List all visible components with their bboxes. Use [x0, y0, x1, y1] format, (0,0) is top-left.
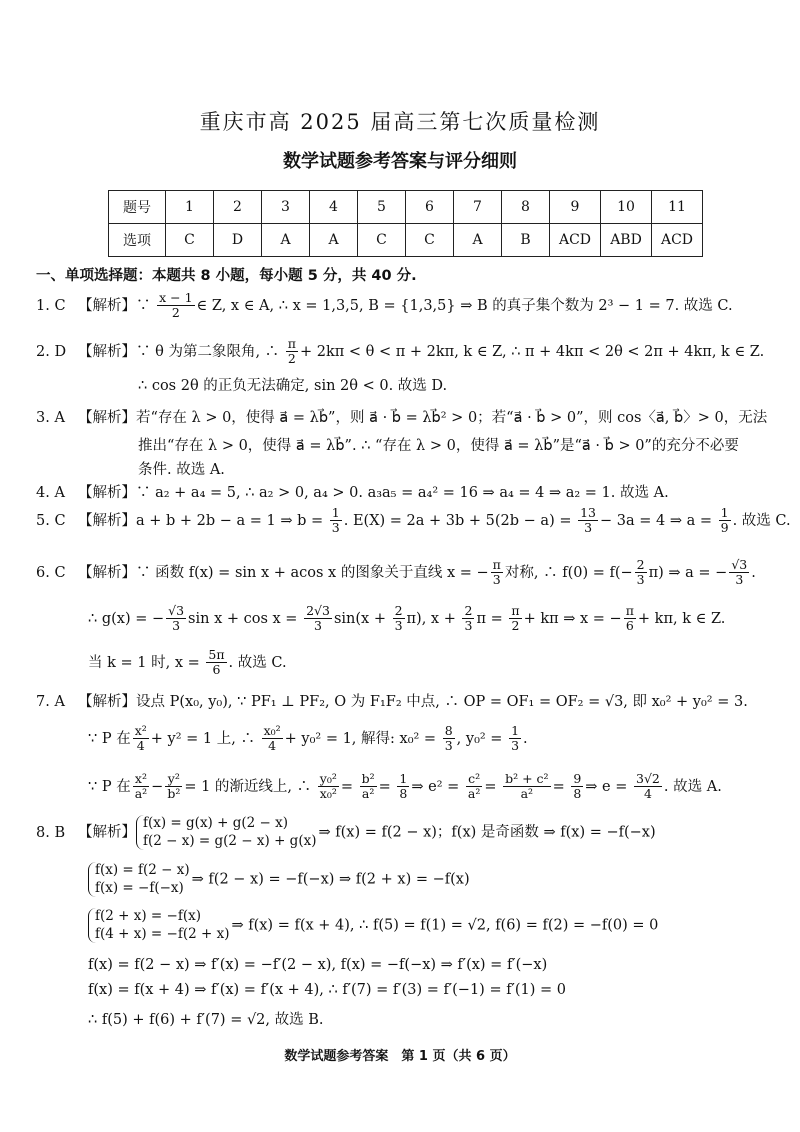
- q6-fraction-3: $\frac{√3}{3}$: [731, 557, 748, 588]
- answer-cell: A: [262, 224, 310, 257]
- answer-cell: C: [406, 224, 454, 257]
- q1-solution: [36, 291, 733, 321]
- question-number: 11: [652, 191, 703, 224]
- q5-text-c: − 3a = 4 ⇒ a =: [600, 512, 717, 529]
- q3-solution: [36, 406, 767, 427]
- question-number: 5: [358, 191, 406, 224]
- q2-text-b: + 2kπ < θ < π + 2kπ, k ∈ Z, ∴ π + 4kπ < 2θ < 2π + 4kπ, k ∈ Z.: [300, 343, 765, 360]
- q7-l2-fraction-3: $\frac{8}{3}$: [444, 723, 453, 754]
- q7-l3-fraction-8: $\frac{9}{8}$: [573, 771, 582, 802]
- answer-cell: ABD: [601, 224, 652, 257]
- answer-cell: C: [358, 224, 406, 257]
- q6-l2-fraction-6: $\frac{\pi}{6}$: [625, 603, 634, 634]
- q7-l2-fraction-1: $\frac{\text{x²}}{4}$: [134, 723, 147, 754]
- answer-cell: D: [214, 224, 262, 257]
- q7-number: 7. A: [36, 694, 65, 710]
- q2-solution: [36, 337, 764, 367]
- question-number: 10: [601, 191, 652, 224]
- q7-solution: [36, 690, 748, 711]
- q8-number: 8. B: [36, 824, 66, 841]
- q8-text-b: ⇒ f(x) = f(2 − x)；f(x) 是奇函数 ⇒ f(x) = −f(−x): [318, 824, 656, 841]
- question-number: 8: [502, 191, 550, 224]
- q5-fraction-3: $\frac{1}{9}$: [720, 505, 729, 536]
- q8-line-2: f(x) = f(2 − x) f(x) = −f(−x) ⇒ f(2 − x) = −f(−x) ⇒ f(2 + x) = −f(x): [88, 862, 470, 897]
- question-number: 4: [310, 191, 358, 224]
- q7-l2-fraction-4: $\frac{1}{3}$: [511, 723, 520, 754]
- q8-system-2: f(x) = f(2 − x) f(x) = −f(−x): [88, 862, 190, 897]
- q5-text-d: . 故选 C.: [732, 512, 791, 529]
- q2-text-a: 【解析】∵ θ 为第二象限角, ∴: [78, 343, 284, 360]
- q7-line-3: ∵ P 在 $\frac{\text{x²}}{\text{a²}}$ − $\frac{\text{y²}}{\text{b²}}$ = 1 的渐近线上, ∴ $\frac{\text{y₀²}}{\text{x₀²}}$ = $\frac{\text{b²}}{\text{a²}}$ = $\frac{1}{8}$ ⇒ e² = $\frac{\text{c²}}{\text{a²}}$ = $\frac{\text{b² + c²}}{\text{a²}}$ = $\frac{9}{8}$ ⇒ e = $\frac{3√2}{4}$ . 故选 A.: [88, 771, 722, 802]
- q8-system-1: f(x) = g(x) + g(2 − x) f(2 − x) = g(2 − x) + g(x): [136, 815, 316, 850]
- q5-fraction-1: $\frac{1}{3}$: [331, 505, 340, 536]
- page-title: 重庆市高 2025 届高三第七次质量检测: [199, 110, 601, 134]
- q8-system-3: f(2 + x) = −f(x) f(4 + x) = −f(2 + x): [88, 908, 229, 943]
- q6-text-b: 对称, ∴ f(0) = f(−: [504, 564, 633, 581]
- q7-line-1: 【解析】设点 P(x₀, y₀), ∵ PF₁ ⊥ PF₂, O 为 F₁F₂ 中点, ∴ OP = OF₁ = OF₂ = √3, 即 x₀² + y₀² = 3.: [78, 694, 748, 710]
- question-number: 1: [166, 191, 214, 224]
- q1-fraction: $\frac{x - 1}{2}$: [159, 290, 193, 321]
- q2-number: 2. D: [36, 343, 67, 360]
- q3-number: 3. A: [36, 410, 65, 426]
- q3-line-1: 【解析】若“存在 λ > 0，使得 a⃗ = λb⃗”，则 a⃗ · b⃗ = λb⃗² > 0；若“a⃗ · b⃗ > 0”，则 cos〈a⃗, b⃗〉> 0，无法: [78, 410, 768, 426]
- q6-l2-fraction-5: $\frac{\pi}{2}$: [511, 603, 520, 634]
- q4-number: 4. A: [36, 485, 65, 501]
- question-number: 6: [406, 191, 454, 224]
- q6-number: 6. C: [36, 564, 66, 581]
- q4-solution: [36, 481, 669, 502]
- q6-line-3: 当 k = 1 时, x = $\frac{5\pi}{6}$ . 故选 C.: [88, 647, 287, 678]
- q4-text: 【解析】∵ a₂ + a₄ = 5, ∴ a₂ > 0, a₄ > 0. a₃a₅ = a₄² = 16 ⇒ a₄ = 4 ⇒ a₂ = 1. 故选 A.: [78, 485, 669, 501]
- answer-cell: C: [166, 224, 214, 257]
- answer-table-answer-row: [109, 224, 703, 257]
- q7-l3-fraction-7: $\frac{\text{b² + c²}}{\text{a²}}$: [505, 771, 549, 802]
- q3-line-2: 推出“存在 λ > 0，使得 a⃗ = λb⃗”. ∴ “存在 λ > 0，使得 a⃗ = λb⃗”是“a⃗ · b⃗ > 0”的充分不必要: [138, 438, 739, 454]
- answer-cell: ACD: [550, 224, 601, 257]
- question-number: 2: [214, 191, 262, 224]
- q8-text-a: 【解析】: [78, 824, 136, 841]
- q7-l3-fraction-9: $\frac{3√2}{4}$: [636, 771, 660, 802]
- q5-text-a: 【解析】a + b + 2b − a = 1 ⇒ b =: [78, 512, 328, 529]
- q6-l2-fraction-1: $\frac{√3}{3}$: [168, 603, 185, 634]
- q1-number: 1. C: [36, 297, 66, 314]
- answer-cell: A: [454, 224, 502, 257]
- q2-line-2: ∴ cos 2θ 的正负无法确定, sin 2θ < 0. 故选 D.: [138, 378, 448, 394]
- q6-fraction-2: $\frac{2}{3}$: [636, 557, 645, 588]
- answer-table-number-row: [109, 191, 703, 224]
- q7-line-2: ∵ P 在 $\frac{\text{x²}}{4}$ + y² = 1 上, ∴ $\frac{\text{x₀²}}{4}$ + y₀² = 1, 解得: x₀² = $\frac{8}{3}$ , y₀² = $\frac{1}{3}$ .: [88, 723, 528, 754]
- q6-solution: [36, 558, 756, 588]
- row-label-answer: 选项: [109, 224, 166, 257]
- q6-l2-fraction-4: $\frac{2}{3}$: [464, 603, 473, 634]
- q7-l3-fraction-1: $\frac{\text{x²}}{\text{a²}}$: [134, 771, 148, 802]
- q6-text-a: 【解析】∵ 函数 f(x) = sin x + acos x 的图象关于直线 x = −: [78, 564, 489, 581]
- section-heading: 一、单项选择题：本题共 8 小题，每小题 5 分，共 40 分.: [36, 268, 417, 284]
- q7-l3-fraction-5: $\frac{1}{8}$: [399, 771, 408, 802]
- question-number: 9: [550, 191, 601, 224]
- q7-l3-fraction-4: $\frac{\text{b²}}{\text{a²}}$: [361, 771, 375, 802]
- q6-l3-fraction: $\frac{5\pi}{6}$: [208, 647, 225, 678]
- q3-line-3: 条件. 故选 A.: [138, 462, 225, 478]
- q1-text-b: ∈ Z, x ∈ A, ∴ x = 1,3,5, B = {1,3,5} ⇒ B 的真子集个数为 2³ − 1 = 7. 故选 C.: [196, 297, 733, 314]
- q7-l3-fraction-2: $\frac{\text{y²}}{\text{b²}}$: [167, 771, 181, 802]
- q6-line-2: ∴ g(x) = − $\frac{√3}{3}$ sin x + cos x = $\frac{2√3}{3}$ sin(x + $\frac{2}{3}$ π), x + $\frac{2}{3}$ π = $\frac{\pi}{2}$ + kπ ⇒ x = − $\frac{\pi}{6}$ + kπ, k ∈ Z.: [88, 603, 726, 634]
- q6-text-d: .: [751, 564, 756, 581]
- q6-text-c: π) ⇒ a = −: [648, 564, 728, 581]
- q7-l2-fraction-2: $\frac{\text{x₀²}}{4}$: [263, 723, 281, 754]
- q6-l2-fraction-2: $\frac{2√3}{3}$: [306, 603, 330, 634]
- q5-text-b: . E(X) = 2a + 3b + 5(2b − a) =: [343, 512, 577, 529]
- q6-l2-fraction-3: $\frac{2}{3}$: [394, 603, 403, 634]
- q6-fraction-1: $\frac{\pi}{3}$: [492, 557, 501, 588]
- question-number: 3: [262, 191, 310, 224]
- answer-cell: B: [502, 224, 550, 257]
- q5-number: 5. C: [36, 512, 66, 529]
- q8-line-6: ∴ f(5) + f(6) + f′(7) = √2, 故选 B.: [88, 1012, 324, 1028]
- page-subtitle: 数学试题参考答案与评分细则: [283, 151, 517, 172]
- q8-line-5: f(x) = f(x + 4) ⇒ f′(x) = f′(x + 4), ∴ f′(7) = f′(3) = f′(−1) = f′(1) = 0: [88, 982, 566, 998]
- q7-l3-fraction-3: $\frac{\text{y₀²}}{\text{x₀²}}$: [319, 771, 337, 802]
- q1-text-a: 【解析】∵: [78, 297, 156, 314]
- q8-line-3: f(2 + x) = −f(x) f(4 + x) = −f(2 + x) ⇒ f(x) = f(x + 4), ∴ f(5) = f(1) = √2, f(6) = f(2) = −f(0) = 0: [88, 908, 658, 943]
- q8-solution: [36, 815, 656, 850]
- q5-fraction-2: $\frac{13}{3}$: [580, 505, 597, 536]
- q2-fraction: $\frac{\pi}{2}$: [287, 336, 296, 367]
- q7-l3-fraction-6: $\frac{\text{c²}}{\text{a²}}$: [467, 771, 481, 802]
- answer-cell: A: [310, 224, 358, 257]
- answer-table: [108, 190, 703, 257]
- question-number: 7: [454, 191, 502, 224]
- answer-cell: ACD: [652, 224, 703, 257]
- q5-solution: [36, 506, 791, 536]
- page-footer: 数学试题参考答案 第 1 页（共 6 页）: [284, 1049, 516, 1064]
- q8-line-4: f(x) = f(2 − x) ⇒ f′(x) = −f′(2 − x), f(x) = −f(−x) ⇒ f′(x) = f′(−x): [88, 957, 548, 973]
- row-label-number: 题号: [109, 191, 166, 224]
